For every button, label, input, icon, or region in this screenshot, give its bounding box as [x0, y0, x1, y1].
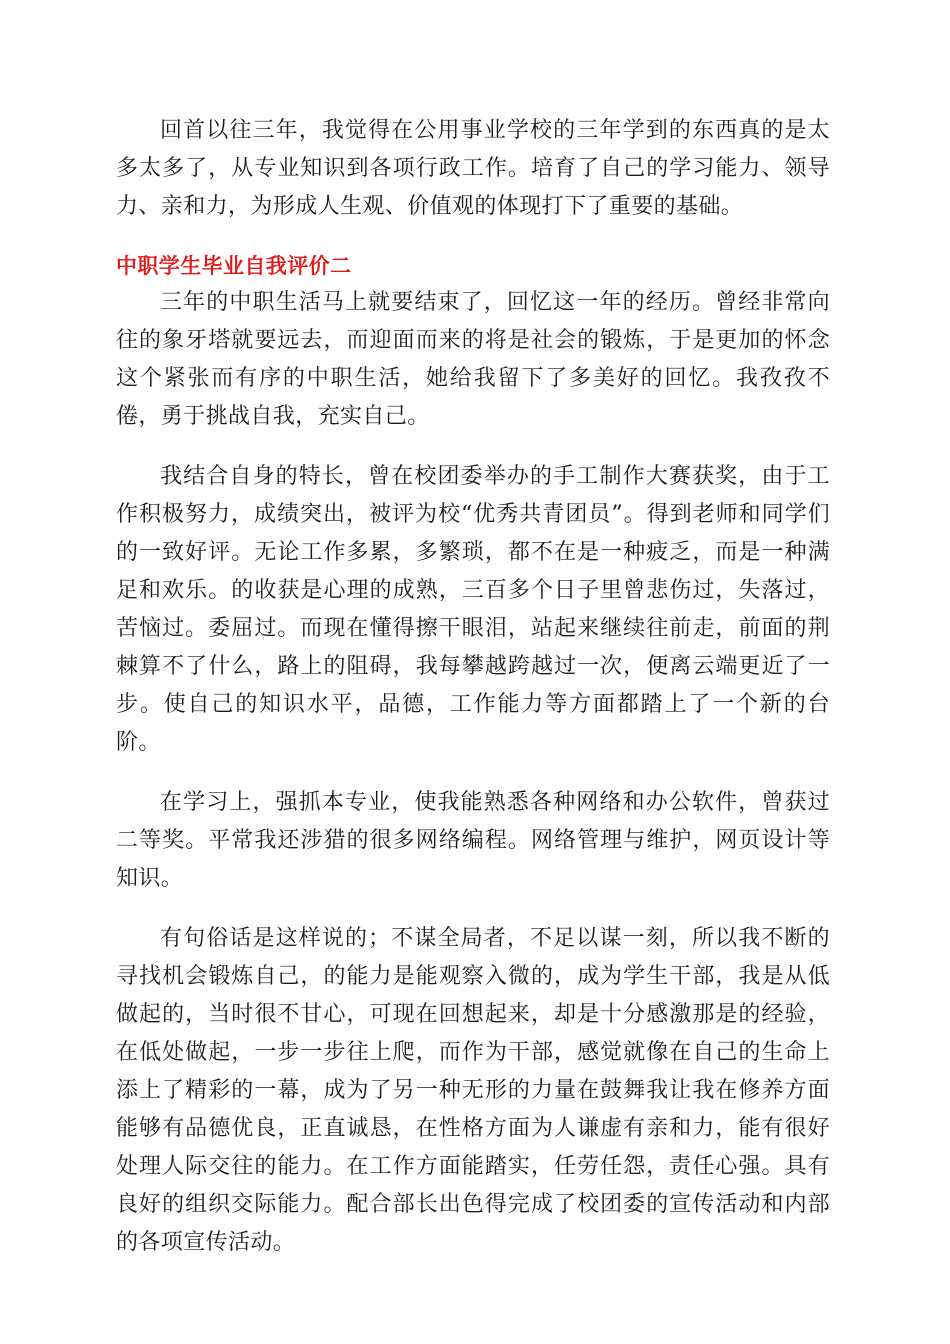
paragraph-gap: [116, 436, 830, 458]
document-body: [116, 112, 830, 1262]
paragraph-gap: [116, 226, 830, 248]
paragraph-gap: [116, 762, 830, 784]
paragraph-4: 有句俗话是这样说的；不谋全局者，不足以谋一刻，所以我不断的寻找机会锻炼自己，的能力是能观察入微的，成为学生干部，我是从低做起的，当时很不甘心，可现在回想起来，却是十分感激那是的经验，在低处做起，一步一步往上爬，而作为干部，感觉就像在自己的生命上添上了精彩的一幕，成为了另一种无形的力量在鼓舞我让我在修养方面能够有品德优良，正直诚恳，在性格方面为人谦虚有亲和力，能有很好处理人际交往的能力。在工作方面能踏实，任劳任怨，责任心强。具有良好的组织交际能力。配合部长出色得完成了校团委的宣传活动和内部的各项宣传活动。: [116, 926, 830, 1255]
paragraph-gap: [116, 898, 830, 920]
paragraph-1: 三年的中职生活马上就要结束了，回忆这一年的经历。曾经非常向往的象牙塔就要远去，而迎面而来的将是社会的锻炼，于是更加的怀念这个紧张而有序的中职生活，她给我留下了多美好的回忆。我孜孜不倦，勇于挑战自我，充实自己。: [116, 290, 830, 429]
paragraph-3: 在学习上，强抓本专业，使我能熟悉各种网络和办公软件，曾获过二等奖。平常我还涉猎的很多网络编程。网络管理与维护，网页设计等知识。: [116, 790, 830, 891]
section-heading: 中职学生毕业自我评价二: [116, 254, 352, 278]
paragraph-2: 我结合自身的特长，曾在校团委举办的手工制作大赛获奖，由于工作积极努力，成绩突出，被评为校“优秀共青团员”。得到老师和同学们的一致好评。无论工作多累，多繁琐，都不在是一种疲乏，而是一种满足和欢乐。的收获是心理的成熟，三百多个日子里曾悲伤过，失落过，苦恼过。委屈过。而现在懂得擦干眼泪，站起来继续往前走，前面的荆棘算不了什么，路上的阻碍，我每攀越跨越过一次，便离云端更近了一步。使自己的知识水平，品德，工作能力等方面都踏上了一个新的台阶。: [116, 464, 830, 755]
intro-paragraph: 回首以往三年，我觉得在公用事业学校的三年学到的东西真的是太多太多了，从专业知识到各项行政工作。培育了自己的学习能力、领导力、亲和力，为形成人生观、价值观的体现打下了重要的基础。: [116, 118, 830, 219]
